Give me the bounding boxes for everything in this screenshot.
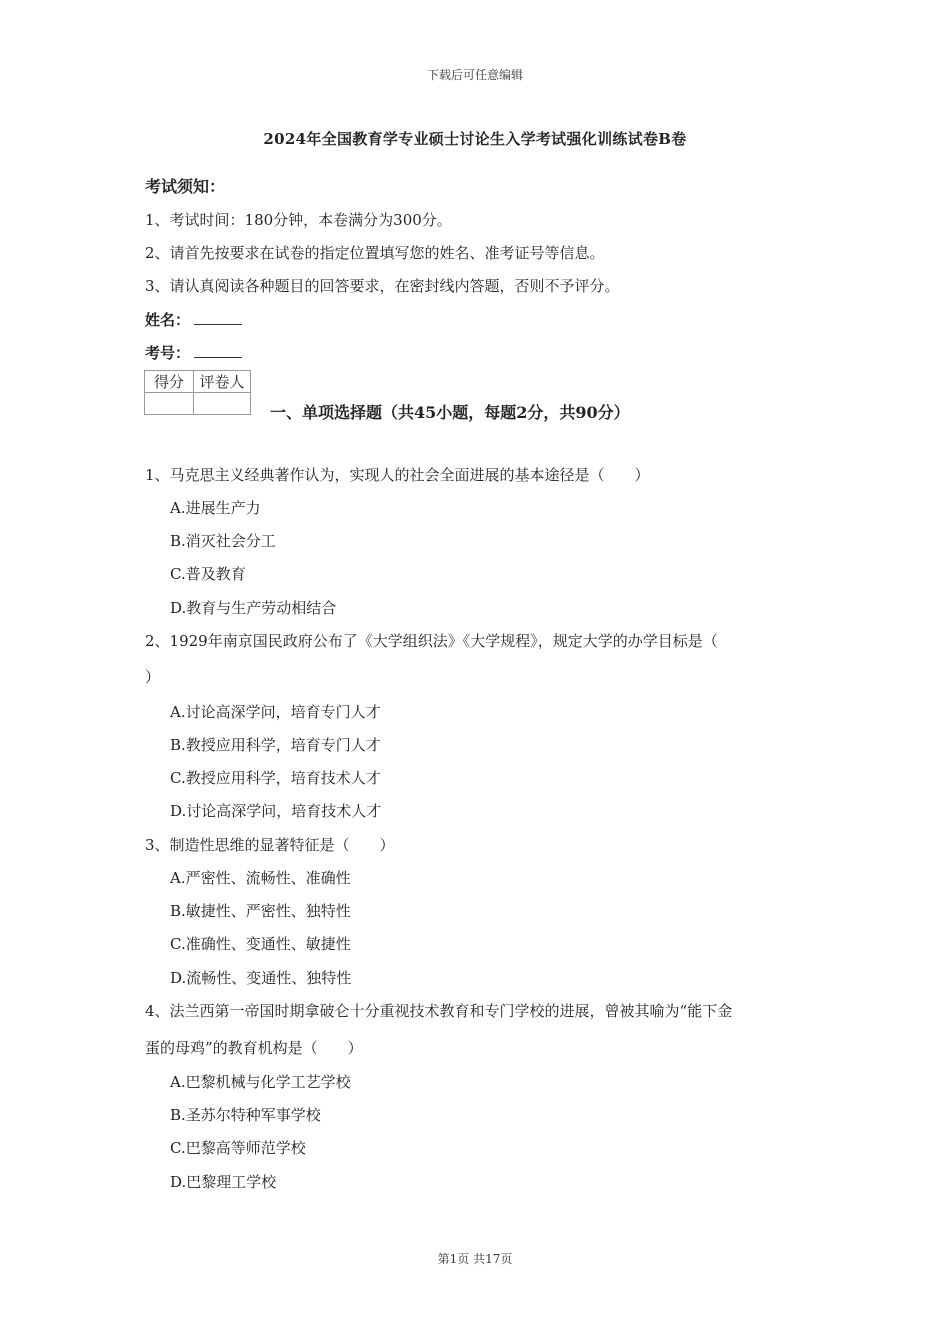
notice-item: 3、请认真阅读各种题目的回答要求，在密封线内答题，否则不予评分。 xyxy=(145,277,620,295)
notice-item: 2、请首先按要求在试卷的指定位置填写您的姓名、准考证号等信息。 xyxy=(145,244,605,262)
page-footer: 第1页 共17页 xyxy=(437,1252,513,1266)
option: A.严密性、流畅性、准确性 xyxy=(170,869,351,887)
grader-header: 评卷人 xyxy=(194,371,251,393)
section-title: 一、单项选择题（共45小题，每题2分，共90分） xyxy=(270,403,630,422)
option: D.教育与生产劳动相结合 xyxy=(170,599,337,617)
option: D.巴黎理工学校 xyxy=(170,1173,277,1191)
option: B.敏捷性、严密性、独特性 xyxy=(170,902,351,920)
document-title: 2024年全国教育学专业硕士讨论生入学考试强化训练试卷B卷 xyxy=(263,130,687,148)
option: C.准确性、变通性、敏捷性 xyxy=(170,935,351,953)
option: A.巴黎机械与化学工艺学校 xyxy=(170,1073,351,1091)
page-header-note: 下载后可任意编辑 xyxy=(426,68,523,82)
question-stem: 1、马克思主义经典著作认为，实现人的社会全面进展的基本途径是（ ） xyxy=(145,466,650,484)
id-field xyxy=(145,342,242,363)
score-cell[interactable] xyxy=(145,393,194,415)
option: B.圣苏尔特种军事学校 xyxy=(170,1106,321,1124)
option: B.消灭社会分工 xyxy=(170,532,276,550)
notice-item: 1、考试时间：180分钟，本卷满分为300分。 xyxy=(145,211,452,229)
id-blank[interactable] xyxy=(194,343,242,358)
question-stem: 3、制造性思维的显著特征是（ ） xyxy=(145,836,395,854)
option: A.进展生产力 xyxy=(170,499,261,517)
option: D.流畅性、变通性、独特性 xyxy=(170,969,352,987)
name-label: 姓名： xyxy=(145,311,191,329)
question-stem: 4、法兰西第一帝国时期拿破仑十分重视技术教育和专门学校的进展，曾被其喻为“能下金 xyxy=(145,1002,733,1020)
name-blank[interactable] xyxy=(194,310,242,325)
question-stem: 2、1929年南京国民政府公布了《大学组织法》《大学规程》，规定大学的办学目标是（ xyxy=(145,632,718,650)
option: C.普及教育 xyxy=(170,565,246,583)
name-field xyxy=(145,309,242,330)
option: C.巴黎高等师范学校 xyxy=(170,1139,306,1157)
option: B.教授应用科学，培育专门人才 xyxy=(170,736,381,754)
notice-heading: 考试须知： xyxy=(145,177,226,196)
question-stem-continued: 蛋的母鸡”的教育机构是（ ） xyxy=(145,1039,363,1057)
score-header: 得分 xyxy=(145,371,194,393)
option: C.教授应用科学，培育技术人才 xyxy=(170,769,381,787)
question-stem-continued: ） xyxy=(145,668,161,686)
grader-cell[interactable] xyxy=(194,393,251,415)
id-label: 考号： xyxy=(145,344,191,362)
option: D.讨论高深学问，培育技术人才 xyxy=(170,802,382,820)
option: A.讨论高深学问，培育专门人才 xyxy=(170,703,381,721)
score-table xyxy=(144,370,251,415)
